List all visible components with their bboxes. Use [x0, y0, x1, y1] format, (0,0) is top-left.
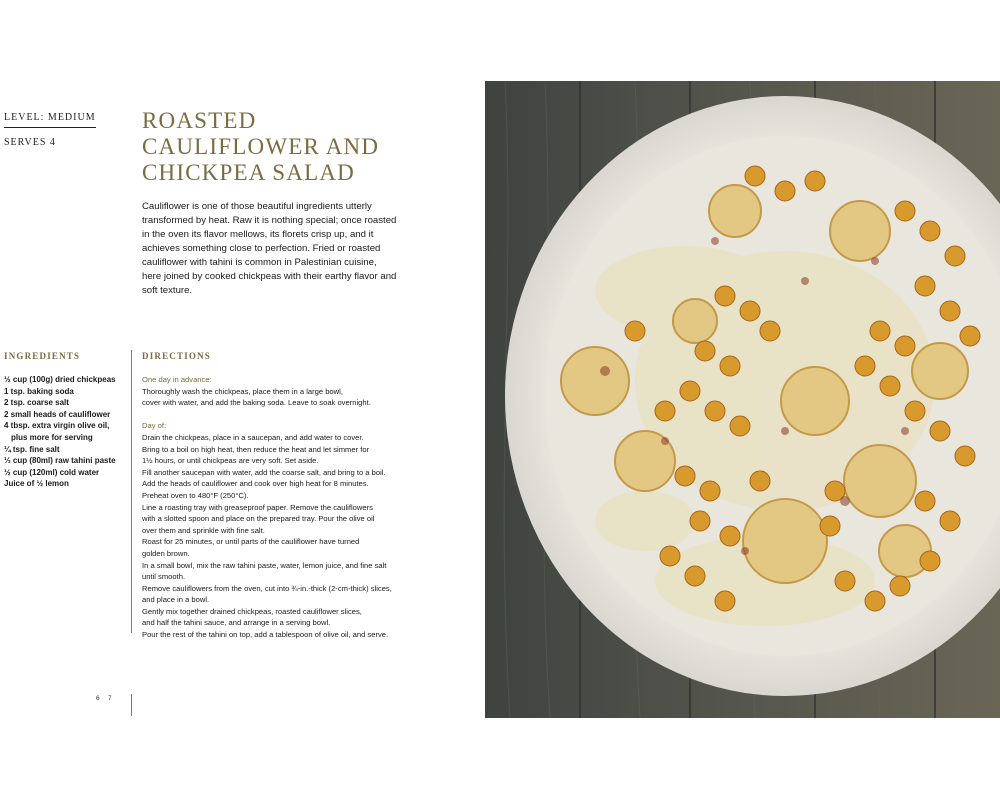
ingredient-item: ¼ tsp. fine salt: [4, 444, 60, 454]
direction-line: and half the tahini sauce, and arrange in a serving bowl.: [142, 618, 331, 628]
direction-line: over them and sprinkle with fine salt.: [142, 525, 265, 535]
dish-photo: [485, 81, 1000, 718]
footer-divider: [131, 694, 132, 716]
direction-line: Pour the rest of the tahini on top, add a tablespoon of olive oil, and serve.: [142, 630, 389, 640]
recipe-title: [142, 108, 442, 186]
recipe-meta: [4, 112, 96, 148]
ingredient-item: Juice of ½ lemon: [4, 479, 69, 489]
ingredient-item: 2 tsp. coarse salt: [4, 398, 69, 408]
direction-line: In a small bowl, mix the raw tahini paste, water, lemon juice, and fine salt: [142, 560, 387, 570]
page-number-right: 7: [108, 695, 112, 702]
direction-line: and place in a bowl.: [142, 595, 210, 605]
directions-heading: DIRECTIONS: [142, 351, 212, 361]
direction-line: cover with water, and add the baking soda. Leave to soak overnight.: [142, 398, 371, 408]
direction-line: 1½ hours, or until chickpeas are very soft. Set aside.: [142, 456, 319, 466]
direction-line: Thoroughly wash the chickpeas, place them in a large bowl,: [142, 386, 343, 396]
title-line-2: CAULIFLOWER AND: [142, 134, 380, 159]
ingredient-item: ½ cup (100g) dried chickpeas: [4, 375, 116, 384]
directions-list: [142, 374, 442, 641]
ingredients-heading: INGREDIENTS: [4, 351, 81, 361]
page-numbers: [96, 695, 120, 702]
direction-line: Gently mix together drained chickpeas, roasted cauliflower slices,: [142, 606, 362, 616]
direction-line: Bring to a boil on high heat, then reduce the heat and let simmer for: [142, 444, 370, 454]
direction-line: Drain the chickpeas, place in a saucepan, and add water to cover.: [142, 432, 364, 442]
dayof-subheading: Day of:: [142, 421, 167, 431]
difficulty-level: LEVEL: MEDIUM: [4, 112, 96, 128]
ingredient-item: 2 small heads of cauliflower: [4, 409, 111, 419]
direction-line: Line a roasting tray with greaseproof paper. Remove the cauliflowers: [142, 502, 373, 512]
ingredient-item: plus more for serving: [11, 432, 93, 442]
servings: SERVES 4: [4, 137, 56, 148]
direction-line: until smooth.: [142, 572, 186, 582]
direction-line: golden brown.: [142, 548, 190, 558]
section-gap: [142, 409, 442, 421]
ingredient-item: 4 tbsp. extra virgin olive oil,: [4, 421, 110, 431]
recipe-intro: Cauliflower is one of those beautiful ingredients utterly transformed by heat. Raw it is nothing special; once roasted in the oven its flavor mellows, its florets crisp up, and it achieves something close to perfection. Fried or roasted cauliflower with tahini is common in Palestinian cuisine, here joined by cooked chickpeas with their earthy flavor and soft texture.: [142, 201, 397, 296]
direction-line: Fill another saucepan with water, add the coarse salt, and bring to a boil.: [142, 467, 386, 477]
direction-line: Remove cauliflowers from the oven, cut into ¾-in.-thick (2-cm-thick) slices,: [142, 583, 392, 593]
ingredient-item: 1 tsp. baking soda: [4, 386, 74, 396]
column-divider: [131, 350, 132, 633]
ingredients-list: [4, 374, 129, 490]
ingredient-item: ½ cup (120ml) cold water: [4, 467, 100, 477]
direction-line: Roast for 25 minutes, or until parts of the cauliflower have turned: [142, 537, 360, 547]
page-number-left: 6: [96, 695, 100, 702]
advance-subheading: One day in advance:: [142, 375, 212, 384]
ingredient-item: ⅓ cup (80ml) raw tahini paste: [4, 456, 116, 466]
direction-line: Add the heads of cauliflower and cook over high heat for 8 minutes.: [142, 479, 369, 489]
title-line-1: ROASTED: [142, 108, 257, 133]
title-line-3: CHICKPEA SALAD: [142, 160, 355, 185]
dish-illustration: [485, 81, 1000, 718]
direction-line: Preheat oven to 480°F (250°C).: [142, 490, 249, 500]
direction-line: with a slotted spoon and place on the prepared tray. Pour the olive oil: [142, 514, 375, 524]
